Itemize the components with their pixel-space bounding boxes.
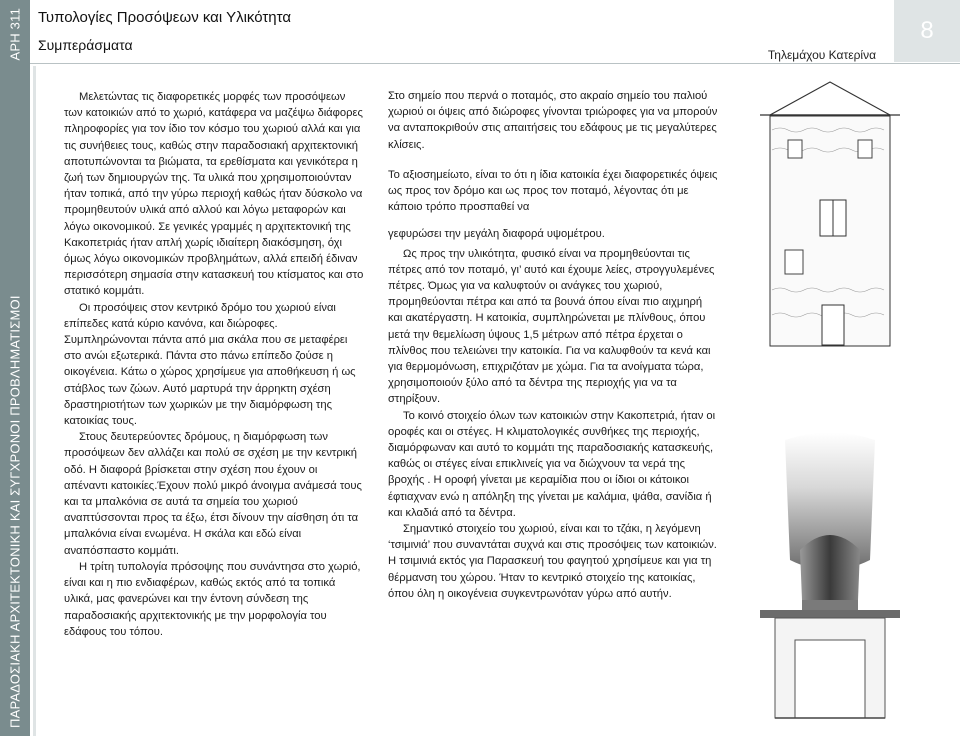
paragraph: Το κοινό στοιχείο όλων των κατοικιών στην Κακοπετριά, ήταν οι οροφές και οι στέγες. Η κλιματολογικές συνθήκες της περιοχής, διαμόρφωναν και αυτό το κομμάτι της παραδοσιακής κατασκευής, καθώς οι στέγες είναι επικλινείς για να διώχνουν τα νερά της βροχής . Η οροφή γίνεται με κεραμίδια που οι ίδιοι οι κάτοικοι έφτιαχναν ενώ η απόληξη της γίνεται με καλάμια, ψάθα, σανίδια ή και κλαδιά από τα δέντρα. xyxy=(388,409,716,519)
sidebar-band xyxy=(0,0,30,736)
paragraph: γεφυρώσει την μεγάλη διαφορά υψομέτρου. xyxy=(388,228,605,241)
house-elevation-icon xyxy=(730,80,940,730)
page-number: 8 xyxy=(920,17,934,44)
paragraph: Μελετώντας τις διαφορετικές μορφές των προσόψεων των κατοικιών από το χωριό, κατάφερα να μαζέψω διάφορες πληροφορίες για τον ίδιο τον κόσμο του χωριού αλλά και για τις συνήθειες τους, καθώς στην παραδοσιακή αρχιτεκτονική αποτυπώνονται τα βιώματα, τα ερεθίσματα και γενικότερα η ζωή των δημιουργών της. Τα υλικά που χρησιμοποιούνταν ήταν τοπικά, από την γύρω περιοχή καθώς ήταν δύσκολο να προμηθευτούν υλικά από αλλού και λόγω μεταφορών και λόγω οικονομικού. Σε γενικές γραμμές η αρχιτεκτονική της Κακοπετριάς ήταν απλή χωρίς ιδιαίτερη διακόσμηση, όχι όμως λόγω οικονομικών προβλημάτων, αλλά επειδή έδιναν περισσότερη σημασία στην κατασκευή του κτίσματος και στο στατικό κομμάτι. xyxy=(64,91,364,298)
right-column xyxy=(388,88,718,602)
author-name: Τηλεμάχου Κατερίνα xyxy=(767,48,876,62)
house-sketch-figure xyxy=(730,80,940,730)
sidebar-text xyxy=(8,8,23,728)
section-title: Συμπεράσματα xyxy=(38,37,133,53)
left-column xyxy=(64,89,364,640)
paragraph: Η τρίτη τυπολογία πρόσοψης που συνάντησα στο χωριό, είναι και η πιο ενδιαφέρων, καθώς εκτός από τα τοπικά υλικά, μας φανερώνει και την έντονη σύνδεση της παραδοσιακής αρχιτεκτονικής με την μορφολογία του εδάφους του τόπου. xyxy=(64,560,361,638)
paragraph: Οι προσόψεις στον κεντρικό δρόμο του χωριού είναι επίπεδες κατά κύριο κανόνα, και διώροφες. Συμπληρώνονται πάντα από μια σκάλα που σε μεταφέρει στο ανώι εξωτερικά. Πάντα στο πάνω επίπεδο ζούσε η οικογένεια. Κάτω ο χώρος χρησίμευε για αποθήκευση ή ως στάβλος των ζώων. Αυτό μαρτυρά την άρρηκτη σχέση δραστηριοτήτων των χωρικών με την διαμόρφωση της κατοικίας τους. xyxy=(64,301,356,428)
paragraph: Ως προς την υλικότητα, φυσικό είναι να προμηθεύονται τις πέτρες από τον ποταμό, γι’ αυτό και έχουμε λείες, στρογγυλεμένες πέτρες. Όμως για να καλυφτούν οι ανάγκες του χωριού, προμηθεύονται πέτρα και από τα βουνά όπου είναι πιο αιχμηρή και ακατέργαστη. Η κατοικία, συμπληρώνεται με πλίνθους, όπου μετά την θεμελίωση ύψους 1,5 μέτρων από πέτρα έρχεται ο πλίνθος που τελειώνει την κατοικία. Για να καλυφθούν τα κενά και για θερμομόνωση, επιχριζόταν με χώμα. Για τα ανοίγματα τώρα, χρησιμοποιούν ξύλο από τα δέντρα της περιοχής για να τα στηρίξουν. xyxy=(388,247,715,406)
paragraph: Το αξιοσημείωτο, είναι το ότι η ίδια κατοικία έχει διαφορετικές όψεις ως προς τον δρόμο και ως προς τον ποταμό, λέγοντας ότι με κάποιο τρόπο προσπαθεί να xyxy=(388,168,718,214)
paragraph: Σημαντικό στοιχείο του χωριού, είναι και το τζάκι, η λεγόμενη ‘τσιμινιά’ που συναντάται συχνά και στις προσόψεις των κατοικιών. Η τσιμινιά εκτός για Παρασκευή του φαγητού χρησίμευε και για τη θέρμανση του χώρου. Ήταν το κεντρικό στοιχείο της κατοικίας, όπου όλη η οικογένεια συγκεντρωνόταν γύρω από αυτήν. xyxy=(388,523,717,600)
column-rule xyxy=(33,66,36,736)
page-title: Τυπολογίες Προσόψεων και Υλικότητα xyxy=(38,9,292,26)
sidebar-course-title: ΠΑΡΑΔΟΣΙΑΚΗ ΑΡΧΙΤΕΚΤΟΝΙΚΗ ΚΑΙ ΣΥΓΧΡΟΝΟΙ ΠΡΟΒΛΗΜΑΤΙΣΜΟΙ xyxy=(7,295,23,728)
sidebar-course-code: ΑΡΗ 311 xyxy=(7,8,23,61)
page-number-box xyxy=(894,0,960,62)
paragraph: Στο σημείο που περνά ο ποταμός, στο ακραίο σημείο του παλιού χωριού οι όψεις από διώροφες γίνονται τριώροφες για να μπορούν να ανταποκριθούν στις απαιτήσεις του εδάφους με τις μεγαλύτερες κλίσεις. xyxy=(388,90,718,151)
paragraph: Στους δευτερεύοντες δρόμους, η διαμόρφωση των προσόψεων δεν αλλάζει και πολύ σε σχέση με την κεντρική οδό. Η διαφορά βρίσκεται στην σχέση που έχουν οι απέναντι κατοικίες.Έχουν πολύ μικρό άνοιγμα ανάμεσά τους και τα μπαλκόνια σε αυτά τα σημεία του χωριού αναπτύσσονται προς τα έξω, έτσι δίνουν την αίσθηση ότι τα μπαλκόνια είναι ενωμένα. Η σκάλα και εδώ είναι αναπόσπαστο κομμάτι. xyxy=(64,431,362,557)
